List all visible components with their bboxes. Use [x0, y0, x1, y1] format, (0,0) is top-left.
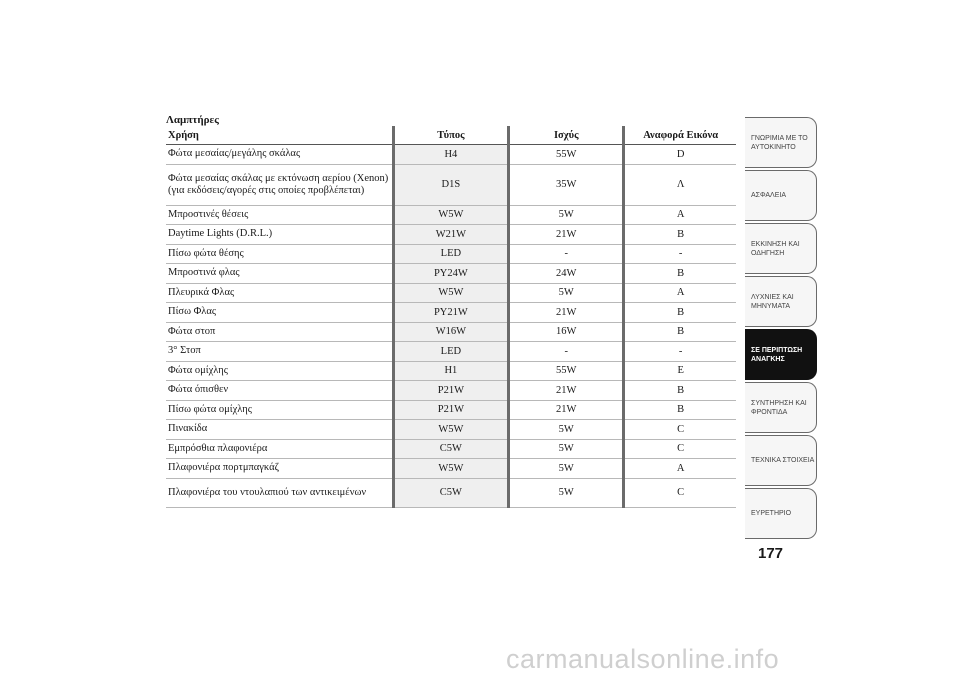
cell-power: 5W — [509, 283, 624, 303]
cell-figure-ref: B — [624, 322, 736, 342]
cell-power: 55W — [509, 361, 624, 381]
cell-figure-ref: A — [624, 205, 736, 225]
sidebar-tab[interactable] — [745, 382, 817, 433]
cell-figure-ref: A — [624, 283, 736, 303]
cell-type: D1S — [393, 164, 508, 205]
cell-type: P21W — [393, 381, 508, 401]
cell-usage: Φώτα ομίχλης — [166, 361, 393, 381]
cell-power: 5W — [509, 205, 624, 225]
bulb-table — [166, 126, 736, 508]
cell-figure-ref: B — [624, 400, 736, 420]
cell-type: W16W — [393, 322, 508, 342]
cell-power: 21W — [509, 400, 624, 420]
section-title: Λαμπτήρες — [166, 114, 219, 126]
sidebar-tab-label: ΓΝΩΡΙΜΙΑ ΜΕ ΤΟ ΑΥΤΟΚΙΝΗΤΟ — [751, 134, 808, 151]
cell-power: 16W — [509, 322, 624, 342]
cell-figure-ref: - — [624, 342, 736, 362]
cell-power: 55W — [509, 145, 624, 165]
sidebar-tab-label: ΣΥΝΤΗΡΗΣΗ ΚΑΙ ΦΡΟΝΤΙΔΑ — [751, 399, 807, 416]
sidebar-tab-label: ΣΕ ΠΕΡΙΠΤΩΣΗ ΑΝΑΓΚΗΣ — [751, 346, 803, 363]
table-row — [166, 244, 736, 264]
sidebar-tab-label: ΕΚΚΙΝΗΣΗ ΚΑΙ ΟΔΗΓΗΣΗ — [751, 240, 800, 257]
table-row — [166, 420, 736, 440]
cell-figure-ref: B — [624, 303, 736, 323]
table-row — [166, 205, 736, 225]
table-row — [166, 164, 736, 205]
cell-usage: Φώτα στοπ — [166, 322, 393, 342]
cell-type: C5W — [393, 439, 508, 459]
sidebar-tab[interactable] — [745, 329, 817, 380]
table-row — [166, 145, 736, 165]
cell-type: C5W — [393, 478, 508, 507]
cell-figure-ref: C — [624, 478, 736, 507]
cell-usage: Πίσω φώτα θέσης — [166, 244, 393, 264]
cell-type: W21W — [393, 225, 508, 245]
table-row — [166, 342, 736, 362]
cell-type: PY21W — [393, 303, 508, 323]
cell-type: H1 — [393, 361, 508, 381]
cell-power: 21W — [509, 303, 624, 323]
cell-type: LED — [393, 244, 508, 264]
table-row — [166, 322, 736, 342]
sidebar-tab-label: ΤΕΧΝΙΚΑ ΣΤΟΙΧΕΙΑ — [751, 457, 815, 464]
table-row — [166, 303, 736, 323]
header-type: Τύπος — [393, 126, 508, 145]
cell-figure-ref: C — [624, 420, 736, 440]
cell-power: 5W — [509, 478, 624, 507]
cell-usage: Πλαφονιέρα πορτμπαγκάζ — [166, 459, 393, 479]
table-row — [166, 283, 736, 303]
cell-figure-ref: D — [624, 145, 736, 165]
cell-type: H4 — [393, 145, 508, 165]
header-usage: Χρήση — [166, 126, 393, 145]
table-row — [166, 400, 736, 420]
cell-figure-ref: C — [624, 439, 736, 459]
cell-power: 21W — [509, 381, 624, 401]
cell-usage: Πίσω Φλας — [166, 303, 393, 323]
cell-power: 5W — [509, 439, 624, 459]
cell-usage: Φώτα όπισθεν — [166, 381, 393, 401]
cell-type: P21W — [393, 400, 508, 420]
cell-usage: Μπροστινές θέσεις — [166, 205, 393, 225]
page-number: 177 — [758, 545, 784, 562]
cell-figure-ref: A — [624, 459, 736, 479]
header-power: Ισχύς — [509, 126, 624, 145]
sidebar-tab-label: ΑΣΦΑΛΕΙΑ — [751, 192, 787, 199]
cell-usage: Daytime Lights (D.R.L.) — [166, 225, 393, 245]
cell-type: PY24W — [393, 264, 508, 284]
cell-type: LED — [393, 342, 508, 362]
sidebar-tab-label: ΛΥΧΝΙΕΣ ΚΑΙ ΜΗΝΥΜΑΤΑ — [751, 293, 794, 310]
cell-usage: Φώτα μεσαίας σκάλας με εκτόνωση αερίου (Xenon) (για εκδόσεις/αγορές στις οποίες προβλέπεται) — [166, 164, 393, 205]
cell-power: 35W — [509, 164, 624, 205]
sidebar-tab[interactable] — [745, 488, 817, 539]
cell-usage: Πλευρικά Φλας — [166, 283, 393, 303]
cell-power: - — [509, 244, 624, 264]
cell-power: - — [509, 342, 624, 362]
cell-usage: Φώτα μεσαίας/μεγάλης σκάλας — [166, 145, 393, 165]
cell-usage: Πλαφονιέρα του ντουλαπιού των αντικειμένων — [166, 478, 393, 507]
cell-power: 24W — [509, 264, 624, 284]
cell-power: 5W — [509, 420, 624, 440]
table-row — [166, 478, 736, 507]
cell-figure-ref: B — [624, 264, 736, 284]
cell-type: W5W — [393, 459, 508, 479]
sidebar-tab-label: ΕΥΡΕΤΗΡΙΟ — [751, 510, 792, 517]
sidebar-tab[interactable] — [745, 170, 817, 221]
cell-type: W5W — [393, 283, 508, 303]
sidebar-tab[interactable] — [745, 276, 817, 327]
sidebar-tab[interactable] — [745, 223, 817, 274]
cell-figure-ref: B — [624, 381, 736, 401]
header-figure-ref: Αναφορά Εικόνα — [624, 126, 736, 145]
table-row — [166, 264, 736, 284]
cell-usage: Πίσω φώτα ομίχλης — [166, 400, 393, 420]
table-row — [166, 361, 736, 381]
cell-usage: Εμπρόσθια πλαφονιέρα — [166, 439, 393, 459]
chapter-index-sidebar — [745, 117, 817, 541]
table-row — [166, 459, 736, 479]
table-row — [166, 225, 736, 245]
cell-figure-ref: B — [624, 225, 736, 245]
table-row — [166, 439, 736, 459]
cell-type: W5W — [393, 205, 508, 225]
cell-power: 21W — [509, 225, 624, 245]
sidebar-tab[interactable] — [745, 117, 817, 168]
table-header-row — [166, 126, 736, 145]
cell-power: 5W — [509, 459, 624, 479]
cell-usage: 3° Στοπ — [166, 342, 393, 362]
cell-usage: Πινακίδα — [166, 420, 393, 440]
cell-type: W5W — [393, 420, 508, 440]
table-row — [166, 381, 736, 401]
sidebar-tab[interactable] — [745, 435, 817, 486]
watermark: carmanualsonline.info — [506, 644, 780, 674]
cell-figure-ref: Λ — [624, 164, 736, 205]
cell-usage: Μπροστινά φλας — [166, 264, 393, 284]
cell-figure-ref: - — [624, 244, 736, 264]
cell-figure-ref: E — [624, 361, 736, 381]
